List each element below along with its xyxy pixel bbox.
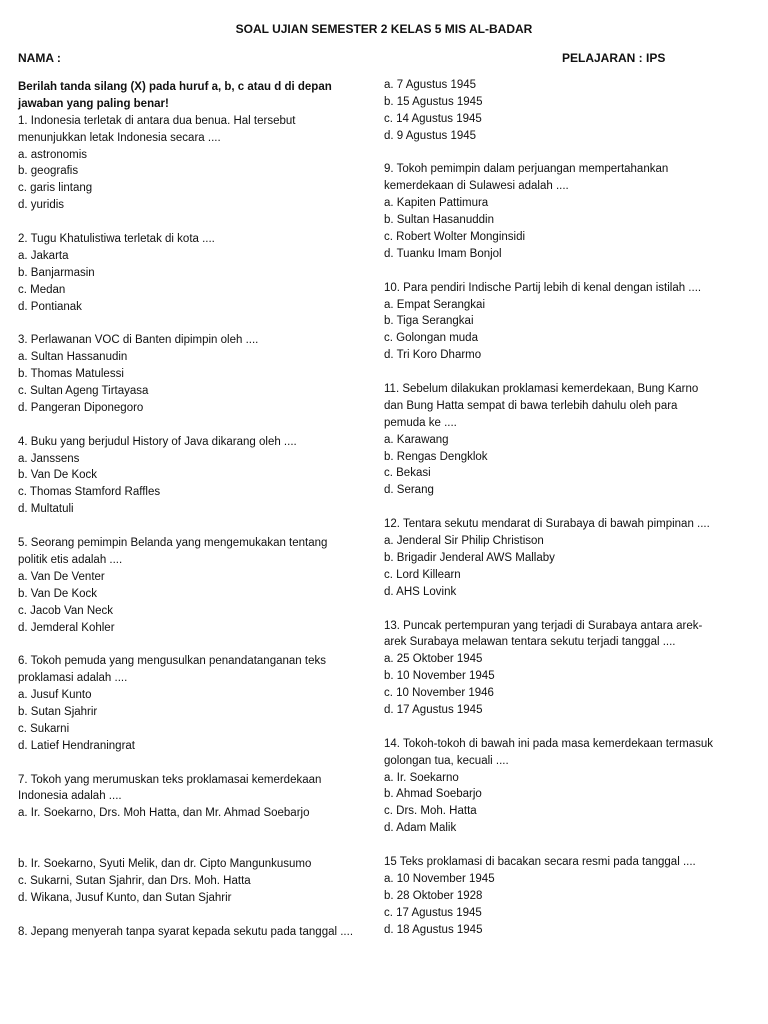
answer-option: c. Sultan Ageng Tirtayasa: [18, 385, 149, 398]
answer-option: b. 15 Agustus 1945: [384, 95, 483, 108]
question-text: dan Bung Hatta sempat di bawa terlebih dahulu oleh para: [384, 399, 678, 412]
question-text: 11. Sebelum dilakukan proklamasi kemerdekaan, Bung Karno: [384, 383, 699, 396]
answer-option: b. Tiga Serangkai: [384, 315, 474, 328]
answer-option: a. Jusuf Kunto: [18, 689, 92, 702]
answer-option: d. 9 Agustus 1945: [384, 129, 477, 142]
question-13: [384, 618, 754, 719]
answer-option: c. garis lintang: [18, 182, 93, 195]
question-6: [18, 653, 370, 754]
question-text: proklamasi adalah ....: [18, 672, 128, 685]
question-10: [384, 280, 754, 364]
answer-option: a. Ir. Soekarno, Drs. Moh Hatta, dan Mr. Ahmad Soebarjo: [18, 807, 310, 820]
answer-option: a. Kapiten Pattimura: [384, 197, 489, 210]
answer-option: b. Brigadir Jenderal AWS Mallaby: [384, 551, 555, 564]
question-3: [18, 332, 370, 416]
answer-option: d. AHS Lovink: [384, 585, 457, 598]
question-text: 4. Buku yang berjudul History of Java dikarang oleh ....: [18, 435, 297, 448]
page-title: SOAL UJIAN SEMESTER 2 KELAS 5 MIS AL-BADAR: [235, 22, 533, 36]
nama-label: NAMA :: [18, 51, 61, 65]
question-text: 6. Tokoh pemuda yang mengusulkan penandatanganan teks: [18, 655, 326, 668]
question-text: 13. Puncak pertempuran yang terjadi di Surabaya antara arek-: [384, 619, 703, 632]
answer-option: b. Van De Kock: [18, 469, 98, 482]
answer-option: b. Rengas Dengklok: [384, 450, 488, 463]
question-text: 5. Seorang pemimpin Belanda yang mengemukakan tentang: [18, 537, 328, 550]
answer-option: d. Pontianak: [18, 300, 82, 313]
answer-option: a. Jenderal Sir Philip Christison: [384, 535, 544, 548]
answer-option: b. 28 Oktober 1928: [384, 889, 483, 902]
question-text: 3. Perlawanan VOC di Banten dipimpin oleh ....: [18, 334, 259, 347]
answer-option: d. Adam Malik: [384, 822, 457, 835]
answer-option: c. Sukarni: [18, 722, 70, 735]
question-text: kemerdekaan di Sulawesi adalah ....: [384, 180, 569, 193]
answer-option: c. 17 Agustus 1945: [384, 906, 482, 919]
answer-option: b. Sultan Hasanuddin: [384, 214, 494, 227]
answer-option: a. Empat Serangkai: [384, 298, 486, 311]
question-8-text: 8. Jepang menyerah tanpa syarat kepada sekutu pada tanggal ....: [18, 925, 354, 938]
answer-option: b. 10 November 1945: [384, 670, 495, 683]
question-7: [18, 772, 370, 907]
answer-option: a. astronomis: [18, 148, 88, 161]
question-14: [384, 736, 754, 837]
answer-option: a. Sultan Hassanudin: [18, 351, 128, 364]
answer-option: a. 7 Agustus 1945: [384, 79, 477, 91]
answer-option: c. Medan: [18, 283, 66, 296]
answer-option: b. Ir. Soekarno, Syuti Melik, dan dr. Cipto Mangunkusumo: [18, 857, 312, 870]
answer-option: a. 25 Oktober 1945: [384, 653, 483, 666]
question-text: Indonesia adalah ....: [18, 790, 122, 803]
question-text: 15 Teks proklamasi di bacakan secara resmi pada tanggal ....: [384, 855, 696, 868]
answer-option: c. Drs. Moh. Hatta: [384, 805, 477, 818]
question-5: [18, 535, 370, 636]
question-15: [384, 854, 754, 938]
pelajaran-label: PELAJARAN : IPS: [562, 51, 666, 65]
answer-option: d. Multatuli: [18, 503, 74, 516]
answer-option: a. Ir. Soekarno: [384, 771, 459, 784]
question-text: 12. Tentara sekutu mendarat di Surabaya di bawah pimpinan ....: [384, 518, 710, 531]
question-text: menunjukkan letak Indonesia secara ....: [18, 131, 221, 144]
answer-option: b. Sutan Sjahrir: [18, 705, 98, 718]
answer-option: c. Thomas Stamford Raffles: [18, 486, 161, 499]
answer-option: b. Thomas Matulessi: [18, 368, 124, 381]
answer-option: b. Ahmad Soebarjo: [384, 788, 482, 801]
answer-option: a. 10 November 1945: [384, 872, 495, 885]
answer-option: b. Banjarmasin: [18, 266, 95, 279]
instruction-line: jawaban yang paling benar!: [18, 97, 169, 110]
question-text: golongan tua, kecuali ....: [384, 754, 509, 767]
question-1: [18, 113, 370, 214]
question-2: [18, 231, 370, 315]
answer-option: d. yuridis: [18, 199, 65, 212]
question-text: 14. Tokoh-tokoh di bawah ini pada masa kemerdekaan termasuk: [384, 737, 714, 750]
answer-option: d. Tri Koro Dharmo: [384, 349, 482, 362]
question-text: 9. Tokoh pemimpin dalam perjuangan mempertahankan: [384, 163, 669, 176]
instruction-line: Berilah tanda silang (X) pada huruf a, b, c atau d di depan: [18, 81, 332, 93]
answer-option: c. Golongan muda: [384, 332, 478, 345]
question-12: [384, 516, 754, 600]
answer-option: d. Tuanku Imam Bonjol: [384, 247, 502, 260]
answer-option: d. Pangeran Diponegoro: [18, 401, 144, 414]
question-text: 7. Tokoh yang merumuskan teks proklamasai kemerdekaan: [18, 773, 322, 786]
question-text: 1. Indonesia terletak di antara dua benua. Hal tersebut: [18, 114, 296, 127]
question-text: arek Surabaya melawan tentara sekutu terjadi tanggal ....: [384, 636, 676, 649]
answer-option: d. Latief Hendraningrat: [18, 739, 135, 752]
answer-option: a. Karawang: [384, 433, 449, 446]
answer-option: c. Jacob Van Neck: [18, 604, 114, 617]
answer-option: d. Serang: [384, 484, 434, 497]
answer-option: a. Janssens: [18, 452, 80, 465]
question-9: [384, 161, 754, 262]
answer-option: c. Bekasi: [384, 467, 431, 480]
answer-option: d. Jemderal Kohler: [18, 621, 115, 634]
answer-option: c. Lord Killearn: [384, 568, 461, 581]
answer-option: b. Van De Kock: [18, 587, 98, 600]
right-column: [384, 77, 754, 938]
answer-option: d. Wikana, Jusuf Kunto, dan Sutan Sjahrir: [18, 891, 232, 904]
answer-option: d. 18 Agustus 1945: [384, 923, 483, 936]
left-column: [18, 79, 370, 940]
answer-option: c. 10 November 1946: [384, 687, 494, 700]
question-11: [384, 381, 754, 499]
answer-option: d. 17 Agustus 1945: [384, 703, 483, 716]
answer-option: a. Van De Venter: [18, 570, 105, 583]
question-text: politik etis adalah ....: [18, 553, 123, 566]
answer-option: c. Sukarni, Sutan Sjahrir, dan Drs. Moh. Hatta: [18, 874, 251, 887]
question-text: 10. Para pendiri Indische Partij lebih di kenal dengan istilah ....: [384, 281, 702, 294]
question-text: 2. Tugu Khatulistiwa terletak di kota ....: [18, 233, 215, 246]
answer-option: c. 14 Agustus 1945: [384, 112, 482, 125]
answer-option: c. Robert Wolter Monginsidi: [384, 231, 526, 244]
question-4: [18, 434, 370, 518]
answer-option: b. geografis: [18, 165, 79, 178]
question-text: pemuda ke ....: [384, 416, 457, 429]
answer-option: a. Jakarta: [18, 249, 69, 262]
question-8-options: [384, 77, 754, 145]
